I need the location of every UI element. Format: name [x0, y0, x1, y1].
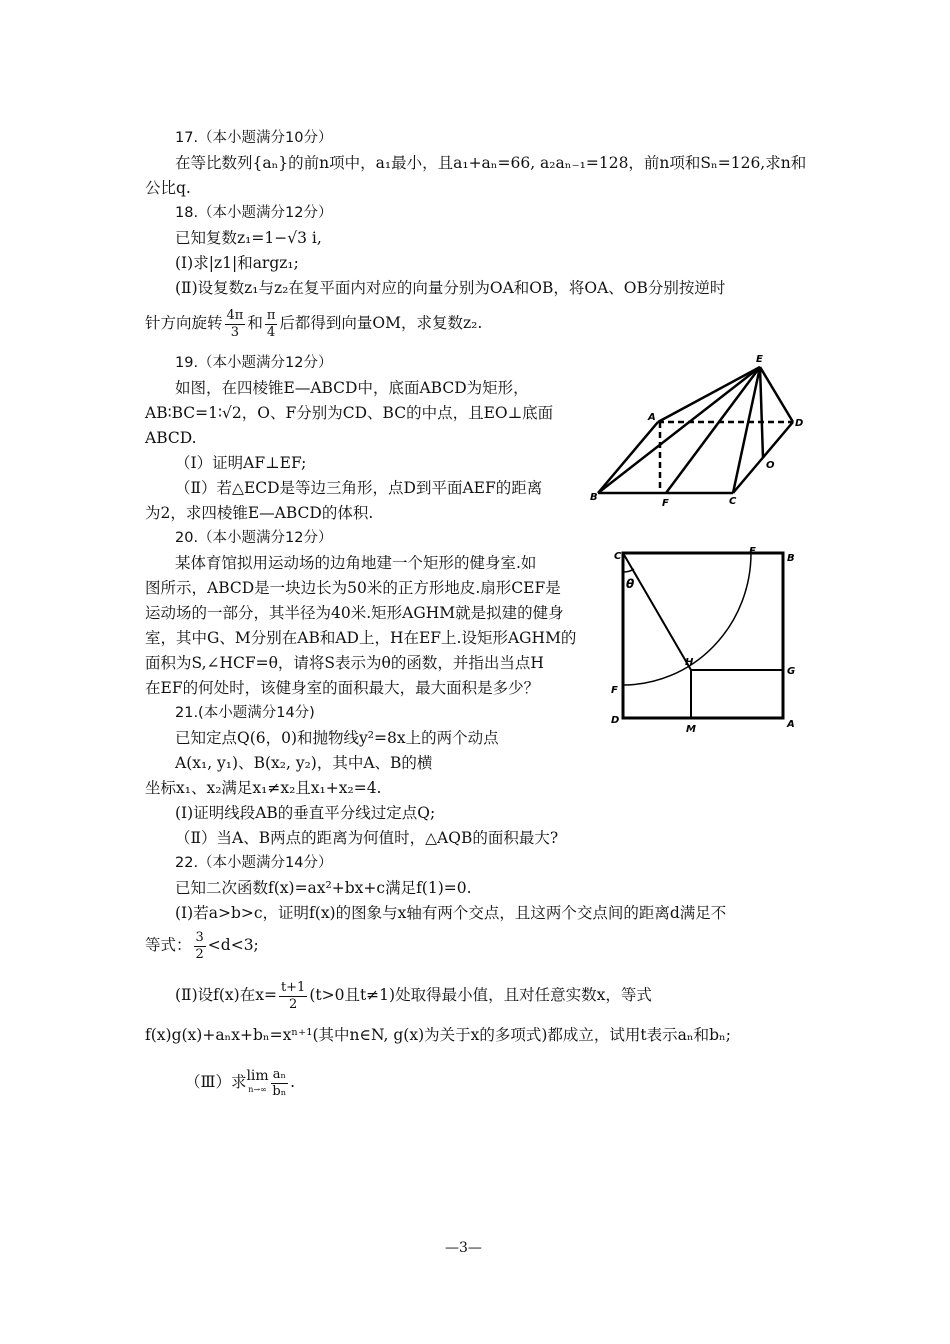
- label-M: M: [686, 724, 696, 735]
- square-ABCD: [623, 553, 783, 718]
- p20-line4: 室，其中G、M分别在AB和AD上，H在EF上.设矩形AGHM的: [145, 629, 577, 647]
- p20-line1: 某体育馆拟用运动场的边角地建一个矩形的健身室.如: [175, 554, 537, 572]
- p19-line3: ABCD.: [145, 429, 197, 447]
- p18-part1: (Ⅰ)求|z1|和argz₁;: [175, 254, 299, 272]
- p21-line1: 已知定点Q(6，0)和抛物线y²=8x上的两个动点: [175, 729, 499, 747]
- label-C: C: [729, 496, 737, 507]
- p22-part1a: (Ⅰ)若a>b>c，证明f(x)的图象与x轴有两个交点，且这两个交点间的距离d满足不: [175, 904, 727, 922]
- p21-part1: (Ⅰ)证明线段AB的垂直平分线过定点Q;: [175, 804, 436, 822]
- p22-frac-t-den: 2: [288, 996, 298, 1012]
- p20-line5: 面积为S,∠HCF=θ，请将S表示为θ的函数，并指出当点H: [145, 654, 544, 672]
- p18-frac1-den: 3: [230, 324, 240, 340]
- label-D: D: [611, 715, 620, 726]
- p17-line1: 在等比数列{aₙ}的前n项中，a₁最小，且a₁+aₙ=66, a₂aₙ₋₁=128，前n项和Sₙ=126,求n和: [175, 154, 807, 172]
- p22-lim-sub: n→∞: [248, 1085, 267, 1094]
- p19-part2a: （Ⅱ）若△ECD是等边三角形，点D到平面AEF的距离: [175, 479, 543, 497]
- p22-part2a-post: (t>0且t≠1)处取得最小值，且对任意实数x，等式: [309, 986, 652, 1004]
- p18-part2a: (Ⅱ)设复数z₁与z₂在复平面内对应的向量分别为OA和OB，将OA、OB分别按逆时: [175, 279, 726, 297]
- p18-frac2: [265, 308, 278, 341]
- p22-frac-t-num: t+1: [280, 979, 306, 995]
- p20-header: 20.（本小题满分12分）: [175, 530, 333, 546]
- p22-limit: [246, 1069, 268, 1097]
- p19-part2b: 为2，求四棱锥E—ABCD的体积.: [145, 504, 374, 522]
- p21-line3: 坐标x₁、x₂满足x₁≠x₂且x₁+x₂=4.: [145, 779, 382, 797]
- p22-part2a: [175, 975, 652, 1015]
- page-number: —3—: [445, 1240, 482, 1256]
- angle-theta-arc: [623, 569, 634, 572]
- p22-part1b: [145, 925, 259, 965]
- p19-line1: 如图，在四棱锥E—ABCD中，底面ABCD为矩形，: [175, 379, 529, 397]
- segment-CH: [623, 553, 691, 670]
- p18-frac1-num: 4π: [226, 307, 244, 323]
- label-H: H: [685, 657, 694, 668]
- p20-line2: 图所示，ABCD是一块边长为50米的正方形地皮.扇形CEF是: [145, 579, 561, 597]
- edge-EO: [760, 367, 763, 458]
- p22-part1b-post: <d<3;: [207, 936, 259, 954]
- label-theta: θ: [626, 577, 635, 591]
- p19-header: 19.（本小题满分12分）: [175, 355, 333, 371]
- label-A: A: [648, 412, 656, 423]
- label-G: G: [787, 666, 796, 677]
- p22-part3: [185, 1058, 295, 1106]
- p22-frac-three-halves: [194, 930, 206, 963]
- label-B: B: [787, 553, 795, 564]
- p17-line2: 公比q.: [145, 179, 191, 197]
- p22-frac-den: 2: [195, 946, 204, 962]
- edge-ED: [760, 367, 793, 422]
- p22-frac-num: 3: [195, 929, 204, 945]
- p22-ratio-num: aₙ: [272, 1066, 287, 1082]
- p18-part2b-pre: 针方向旋转: [145, 314, 223, 332]
- p22-frac-t: [279, 980, 307, 1013]
- p18-frac2-num: π: [266, 307, 276, 323]
- label-B: B: [590, 492, 598, 503]
- p22-part3-post: .: [290, 1073, 295, 1091]
- p18-frac2-den: 4: [266, 324, 276, 340]
- p18-part2b-post: 后都得到向量OM，求复数z₂.: [279, 314, 483, 332]
- p21-part2: （Ⅱ）当A、B两点的距离为何值时，△AQB的面积最大?: [175, 829, 559, 847]
- label-F: F: [611, 685, 618, 696]
- label-E: E: [749, 546, 756, 557]
- label-E: E: [756, 354, 763, 365]
- p19-part1: （Ⅰ）证明AF⊥EF;: [175, 454, 307, 472]
- edge-BA: [598, 422, 658, 493]
- p18-part2b: [145, 303, 482, 343]
- square-sector-figure: [606, 545, 806, 735]
- p18-part2b-mid: 和: [247, 314, 263, 332]
- p21-line2: A(x₁, y₁)、B(x₂, y₂)，其中A、B的横: [175, 754, 433, 772]
- p22-frac-ratio: [271, 1067, 288, 1100]
- p22-ratio-den: bₙ: [272, 1083, 287, 1099]
- p18-frac1: [225, 308, 246, 341]
- p22-part2a-pre: (Ⅱ)设f(x)在x=: [175, 986, 277, 1004]
- p22-part3-pre: （Ⅲ）求: [185, 1073, 247, 1091]
- label-C: C: [614, 551, 622, 562]
- p19-line2: AB∶BC=1∶√2，O、F分别为CD、BC的中点，且EO⊥底面: [145, 404, 554, 422]
- label-F: F: [662, 498, 669, 509]
- label-A: A: [787, 719, 795, 730]
- p17-header: 17.（本小题满分10分）: [175, 130, 333, 146]
- p20-line6: 在EF的何处时，该健身室的面积最大，最大面积是多少？: [145, 679, 540, 697]
- p22-part2b: f(x)g(x)+aₙx+bₙ=xⁿ⁺¹(其中n∈N, g(x)为关于x的多项式)都成立，试用t表示aₙ和bₙ;: [145, 1026, 731, 1044]
- p22-line1: 已知二次函数f(x)=ax²+bx+c满足f(1)=0.: [175, 879, 472, 897]
- label-O: O: [766, 460, 775, 471]
- pyramid-figure: [588, 350, 808, 510]
- p18-line1: 已知复数z₁=1−√3 i,: [175, 229, 322, 247]
- p18-header: 18.（本小题满分12分）: [175, 205, 333, 221]
- p22-part1b-pre: 等式：: [145, 936, 192, 954]
- p21-header: 21.(本小题满分14分): [175, 705, 315, 721]
- p22-header: 22.（本小题满分14分）: [175, 855, 333, 871]
- edge-EA: [658, 367, 760, 422]
- label-D: D: [795, 418, 804, 429]
- p20-line3: 运动场的一部分，其半径为40米.矩形AGHM就是拟建的健身: [145, 604, 564, 622]
- p22-lim-text: lim: [246, 1068, 269, 1084]
